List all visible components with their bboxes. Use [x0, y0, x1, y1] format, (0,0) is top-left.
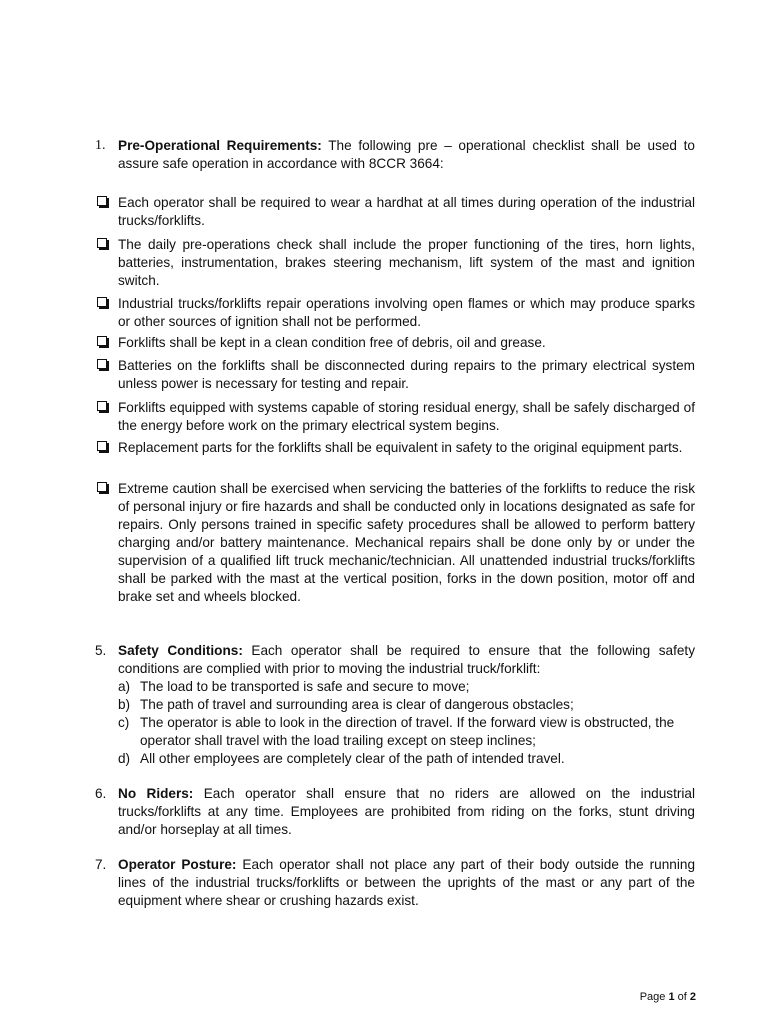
checklist-text: Each operator shall be required to wear a hardhat at all times during operation of the industrial trucks/forklifts. — [118, 195, 695, 228]
section-no-riders — [95, 785, 695, 839]
checklist-item — [95, 439, 695, 457]
checklist-item — [95, 357, 695, 393]
section-number: 1. — [95, 138, 106, 153]
condition-letter: b) — [118, 697, 131, 712]
section-body — [118, 137, 695, 173]
checklist-text: Batteries on the forklifts shall be disconnected during repairs to the primary electrical system unless power is necessary for testing and repair. — [118, 358, 695, 391]
condition-item — [118, 750, 695, 768]
section-number: 5. — [95, 643, 107, 658]
section-number: 7. — [95, 857, 107, 872]
checkbox-icon — [97, 359, 107, 369]
section-body — [118, 856, 695, 910]
page-number: Page 1 of 2 — [639, 991, 696, 1003]
checklist-text: Replacement parts for the forklifts shall be equivalent in safety to the original equipment parts. — [118, 440, 683, 455]
section-heading: Operator Posture: — [118, 857, 237, 872]
section-text: Each operator shall not place any part of their body outside the running lines of the industrial trucks/forklifts or between the uprights of the mast or any part of the equipment where shear or crushing hazards exist. — [118, 857, 695, 908]
section-operator-posture — [95, 856, 695, 910]
section-pre-operational — [95, 137, 695, 173]
checklist-text: Extreme caution shall be exercised when servicing the batteries of the forklifts to reduce the risk of personal injury or fire hazards and shall be conducted only in locations designated as safe for repairs. Only persons trained in specific safety procedures shall be allowed to perform battery charging and/or battery maintenance. Mechanical repairs shall be done only by or under the supervision of a qualified lift truck mechanic/technician. All unattended industrial trucks/forklifts shall be parked with the mast at the vertical position, forks in the down position, motor off and brake set and wheels blocked. — [118, 481, 695, 604]
section-text: Each operator shall ensure that no riders are allowed on the industrial trucks/forklifts at any time. Employees are prohibited from riding on the forks, stunt driving and/or horseplay at all times. — [118, 786, 695, 837]
total-pages: 2 — [689, 991, 696, 1003]
checkbox-icon — [97, 297, 107, 307]
section-heading: Safety Conditions: — [118, 643, 243, 658]
checklist-item — [95, 236, 695, 290]
checkbox-icon — [97, 441, 107, 451]
condition-text: The path of travel and surrounding area is clear of dangerous obstacles; — [140, 697, 574, 712]
checklist-item — [95, 295, 695, 331]
condition-item — [118, 714, 695, 750]
condition-text: All other employees are completely clear of the path of intended travel. — [140, 751, 565, 766]
checkbox-icon — [97, 336, 107, 346]
checklist-item — [95, 480, 695, 606]
checkbox-icon — [97, 482, 107, 492]
condition-letter: c) — [118, 715, 130, 730]
section-text: The following pre – operational checklist shall be used to assure safe operation in accordance with 8CCR 3664: — [118, 138, 695, 171]
condition-letter: a) — [118, 679, 131, 694]
checkbox-icon — [97, 196, 107, 206]
section-body — [118, 642, 695, 678]
checkbox-icon — [97, 238, 107, 248]
section-heading: No Riders: — [118, 786, 194, 801]
condition-letter: d) — [118, 751, 131, 766]
checklist-text: Forklifts equipped with systems capable of storing residual energy, shall be safely discharged of the energy before work on the primary electrical system begins. — [118, 400, 695, 433]
condition-text: The operator is able to look in the direction of travel. If the forward view is obstructed, the operator shall travel with the load trailing except on steep inclines; — [140, 715, 675, 748]
checklist-text: Industrial trucks/forklifts repair operations involving open flames or which may produce sparks or other sources of ignition shall not be performed. — [118, 296, 695, 329]
checklist-item — [95, 194, 695, 230]
condition-item — [118, 678, 695, 696]
section-number: 6. — [95, 786, 107, 801]
condition-text: The load to be transported is safe and secure to move; — [140, 679, 470, 694]
section-heading: Pre-Operational Requirements: — [118, 138, 322, 153]
checklist-item — [95, 334, 695, 352]
checklist-item — [95, 399, 695, 435]
section-body — [118, 785, 695, 839]
section-safety-conditions — [95, 642, 695, 768]
checklist-text: The daily pre-operations check shall include the proper functioning of the tires, horn lights, batteries, instrumentation, brakes steering mechanism, lift system of the mast and ignition switch. — [118, 237, 695, 288]
current-page: 1 — [668, 991, 675, 1003]
section-text: Each operator shall be required to ensure that the following safety conditions are complied with prior to moving the industrial truck/forklift: — [118, 643, 695, 676]
checkbox-icon — [97, 401, 107, 411]
condition-item — [118, 696, 695, 714]
checklist-text: Forklifts shall be kept in a clean condition free of debris, oil and grease. — [118, 335, 546, 350]
